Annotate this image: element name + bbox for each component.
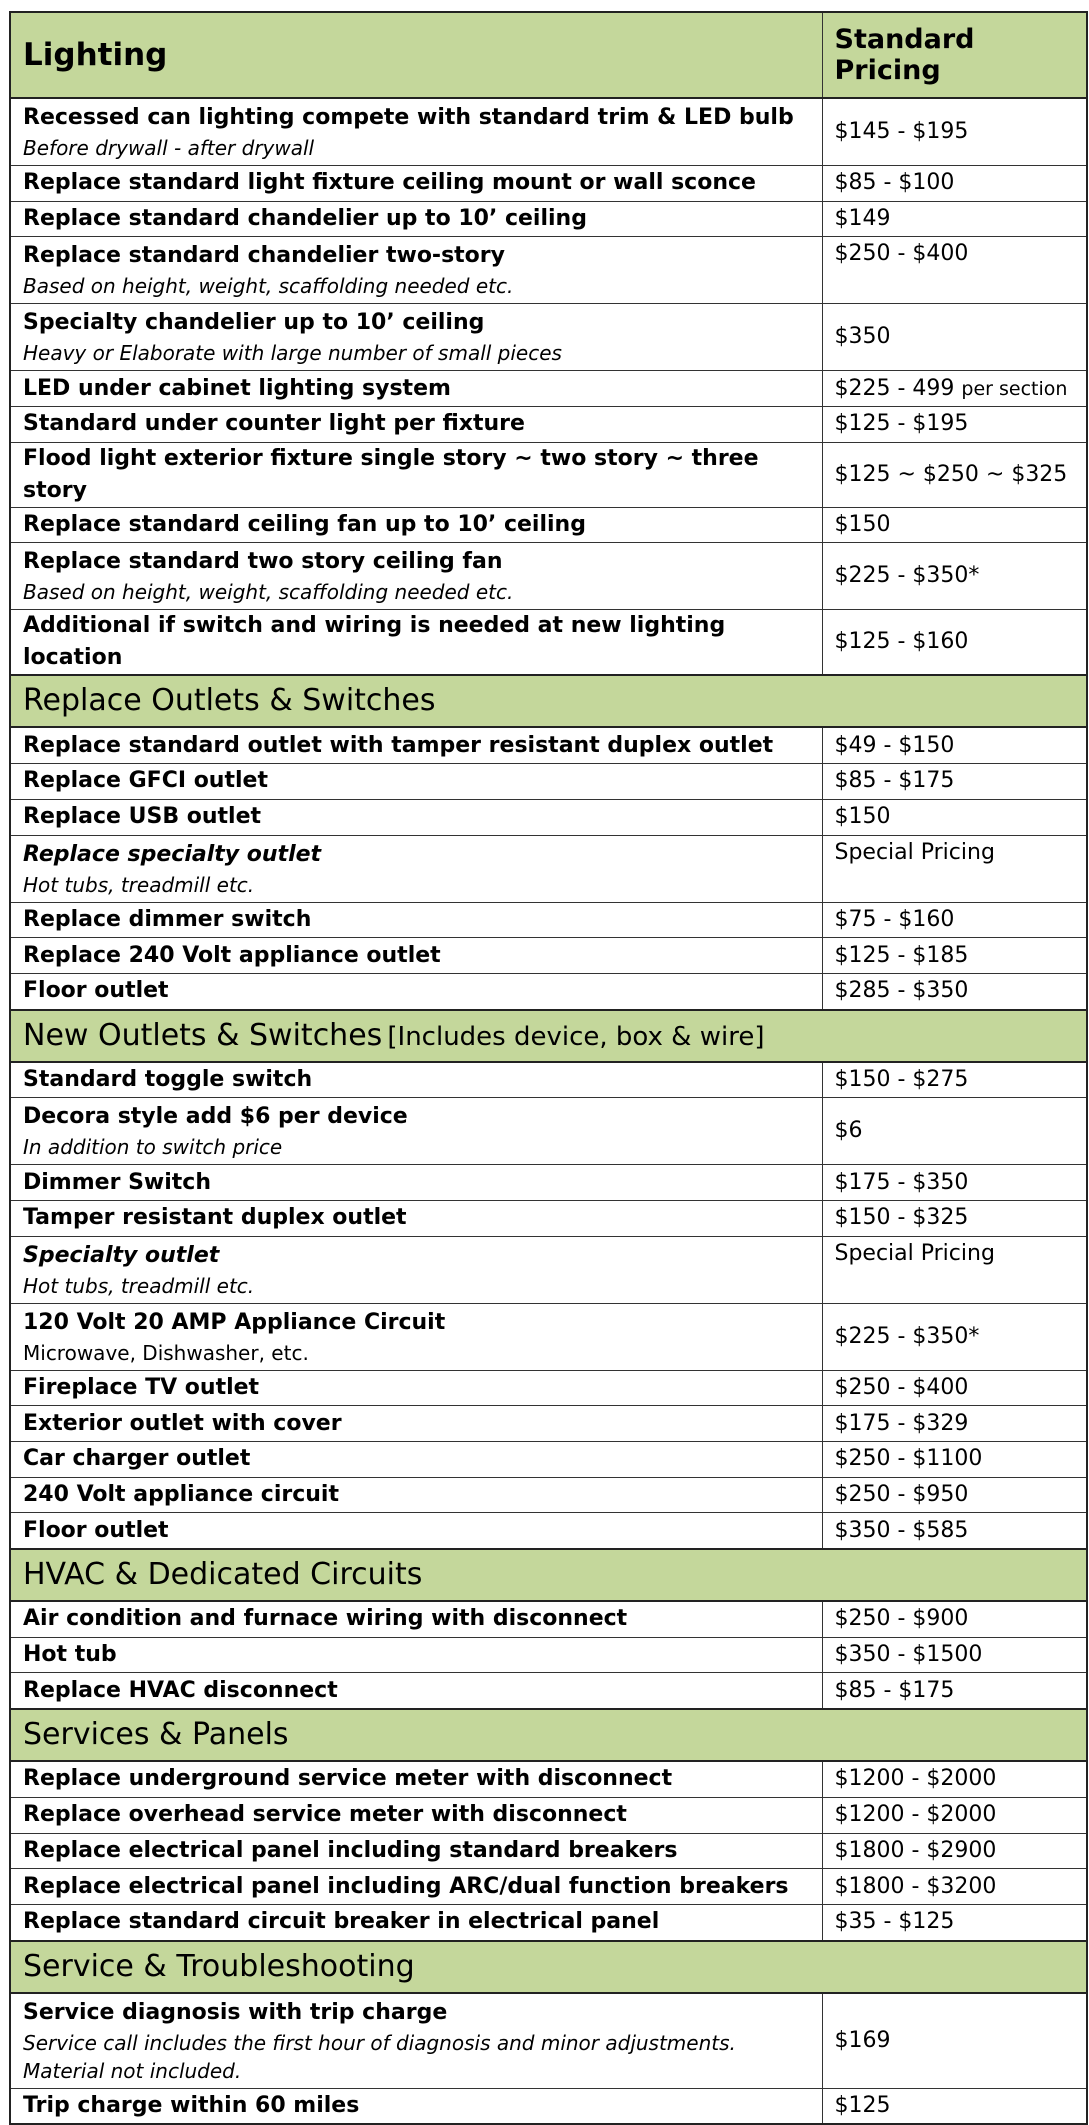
- section-title: [10, 12, 822, 98]
- service-note: Hot tubs, treadmill etc.: [23, 872, 255, 897]
- price-row: [10, 764, 1087, 800]
- service-note: Before drywall - after drywall: [23, 136, 315, 160]
- price-cell: [822, 1442, 1087, 1478]
- price-unit: per section: [961, 377, 1068, 400]
- price-cell: [822, 1833, 1087, 1869]
- price-value: $350 - $1500: [834, 1642, 983, 1668]
- table-header-row: [10, 12, 1087, 98]
- section-header-row: [10, 1010, 1087, 1062]
- price-column-header: [822, 12, 1087, 98]
- service-name: Replace GFCI outlet: [23, 768, 268, 794]
- price-cell: [822, 764, 1087, 800]
- price-cell: [822, 1236, 1087, 1303]
- service-name: Decora style add $6 per device: [23, 1104, 408, 1130]
- service-cell: [10, 1761, 822, 1797]
- pricing-table: [9, 11, 1088, 2125]
- service-name: Replace dimmer switch: [23, 906, 312, 932]
- pricing-table-body: [10, 12, 1087, 2124]
- service-cell: [10, 407, 822, 443]
- price-value: Special Pricing: [834, 1240, 995, 1266]
- price-value: $35 - $125: [834, 1909, 955, 1935]
- price-row: [10, 1673, 1087, 1709]
- price-value: $350 - $585: [834, 1517, 969, 1543]
- service-name: 240 Volt appliance circuit: [23, 1482, 339, 1508]
- price-cell: [822, 973, 1087, 1009]
- service-name: Trip charge within 60 miles: [23, 2092, 360, 2118]
- price-value: $125: [834, 2092, 891, 2118]
- price-cell: [822, 1673, 1087, 1709]
- price-cell: [822, 1637, 1087, 1673]
- service-name: Standard under counter light per fixture: [23, 411, 525, 437]
- price-value: $250 - $950: [834, 1482, 969, 1508]
- service-note: Service call includes the first hour of diagnosis and minor adjustments. Material not included.: [23, 2030, 736, 2083]
- service-name: Replace standard chandelier up to 10’ ceiling: [23, 206, 587, 232]
- service-name: Replace standard ceiling fan up to 10’ ceiling: [23, 512, 586, 538]
- price-row: [10, 938, 1087, 974]
- price-value: $125 ~ $250 ~ $325: [834, 461, 1068, 487]
- pricing-sheet: [9, 11, 1086, 2125]
- service-cell: [10, 1673, 822, 1709]
- service-name: Floor outlet: [23, 978, 169, 1004]
- price-row: [10, 371, 1087, 407]
- price-row: [10, 727, 1087, 763]
- price-value: $350: [834, 324, 891, 350]
- price-value: $6: [834, 1118, 863, 1144]
- price-row: [10, 98, 1087, 166]
- price-cell: [822, 1869, 1087, 1905]
- service-cell: [10, 1236, 822, 1303]
- service-name: Replace electrical panel including standard breakers: [23, 1837, 678, 1863]
- service-name: Car charger outlet: [23, 1446, 251, 1472]
- service-cell: [10, 1797, 822, 1833]
- service-name: 120 Volt 20 AMP Appliance Circuit: [23, 1309, 446, 1335]
- service-cell: [10, 371, 822, 407]
- service-cell: [10, 1062, 822, 1098]
- price-cell: [822, 1165, 1087, 1201]
- price-row: [10, 610, 1087, 676]
- price-row: [10, 1477, 1087, 1513]
- service-name: Dimmer Switch: [23, 1169, 212, 1195]
- price-value: $175 - $350: [834, 1169, 969, 1195]
- price-value: $285 - $350: [834, 978, 969, 1004]
- section-title: New Outlets & Switches: [23, 1017, 383, 1053]
- service-cell: [10, 938, 822, 974]
- price-row: [10, 1761, 1087, 1797]
- price-cell: [822, 902, 1087, 938]
- price-row: [10, 543, 1087, 610]
- price-value: $1200 - $2000: [834, 1766, 997, 1792]
- service-name: Flood light exterior fixture single story ~ two story ~ three story: [23, 445, 759, 503]
- service-cell: [10, 727, 822, 763]
- service-cell: [10, 304, 822, 371]
- service-cell: [10, 1637, 822, 1673]
- price-value: $125 - $195: [834, 411, 969, 437]
- section-subtitle: [Includes device, box & wire]: [387, 1021, 765, 1052]
- service-cell: [10, 1165, 822, 1201]
- price-cell: [822, 1513, 1087, 1549]
- service-cell: [10, 1442, 822, 1478]
- service-name: Recessed can lighting compete with standard trim & LED bulb: [23, 105, 794, 130]
- service-note: Based on height, weight, scaffolding needed etc.: [23, 580, 514, 605]
- service-name: Replace HVAC disconnect: [23, 1677, 338, 1703]
- service-cell: [10, 1601, 822, 1637]
- price-row: [10, 1442, 1087, 1478]
- service-name: Standard toggle switch: [23, 1066, 313, 1092]
- price-row: [10, 237, 1087, 304]
- service-name: Replace standard two story ceiling fan: [23, 549, 503, 575]
- section-title: Services & Panels: [23, 1717, 289, 1753]
- service-cell: [10, 1833, 822, 1869]
- price-row: [10, 2088, 1087, 2124]
- service-note: Microwave, Dishwasher, etc.: [23, 1340, 309, 1365]
- price-value: $145 - $195: [834, 119, 969, 144]
- section-header-cell: [10, 1549, 1087, 1601]
- price-row: [10, 407, 1087, 443]
- price-value: $150 - $275: [834, 1066, 969, 1092]
- price-value: $250 - $400: [834, 1374, 969, 1400]
- price-value: $150 - $325: [834, 1205, 969, 1231]
- price-row: [10, 1904, 1087, 1940]
- price-value: $85 - $175: [834, 768, 955, 794]
- service-name: Tamper resistant duplex outlet: [23, 1205, 407, 1231]
- service-name: Replace standard circuit breaker in electrical panel: [23, 1909, 660, 1935]
- service-cell: [10, 610, 822, 676]
- price-cell: [822, 1406, 1087, 1442]
- service-name: Specialty chandelier up to 10’ ceiling: [23, 310, 485, 336]
- section-header-row: [10, 1709, 1087, 1761]
- price-row: [10, 1993, 1087, 2089]
- service-name: Replace underground service meter with disconnect: [23, 1766, 673, 1792]
- service-cell: [10, 201, 822, 237]
- price-cell: [822, 2088, 1087, 2124]
- service-cell: [10, 1303, 822, 1370]
- service-cell: [10, 902, 822, 938]
- service-cell: [10, 1869, 822, 1905]
- standard-pricing-heading: Standard Pricing: [834, 24, 975, 86]
- price-cell: [822, 98, 1087, 166]
- price-value: $250 - $900: [834, 1606, 969, 1632]
- service-name: Replace electrical panel including ARC/dual function breakers: [23, 1873, 789, 1899]
- price-value: $150: [834, 512, 891, 538]
- service-cell: [10, 543, 822, 610]
- section-header-cell: [10, 1709, 1087, 1761]
- price-cell: [822, 1904, 1087, 1940]
- price-cell: [822, 442, 1087, 507]
- price-row: [10, 1062, 1087, 1098]
- section-title: Service & Troubleshooting: [23, 1948, 415, 1984]
- price-row: [10, 1370, 1087, 1406]
- price-row: [10, 973, 1087, 1009]
- price-value: $169: [834, 2027, 891, 2053]
- price-cell: [822, 1098, 1087, 1165]
- price-cell: [822, 407, 1087, 443]
- service-cell: [10, 1370, 822, 1406]
- service-cell: [10, 2088, 822, 2124]
- price-cell: [822, 507, 1087, 543]
- service-cell: [10, 237, 822, 304]
- service-note: In addition to switch price: [23, 1135, 283, 1160]
- price-cell: [822, 201, 1087, 237]
- price-cell: [822, 1062, 1087, 1098]
- price-value: $125 - $160: [834, 629, 969, 655]
- price-row: [10, 442, 1087, 507]
- price-value: $225 - $350*: [834, 1323, 980, 1349]
- service-name: Additional if switch and wiring is needed at new lighting location: [23, 613, 726, 671]
- service-cell: [10, 764, 822, 800]
- price-cell: [822, 1761, 1087, 1797]
- service-cell: [10, 1904, 822, 1940]
- price-row: [10, 1303, 1087, 1370]
- price-cell: [822, 1993, 1087, 2089]
- price-value: $149: [834, 206, 891, 232]
- price-cell: [822, 1303, 1087, 1370]
- service-name: Replace standard light fixture ceiling mount or wall sconce: [23, 170, 756, 196]
- price-cell: [822, 1797, 1087, 1833]
- price-value: $1800 - $3200: [834, 1873, 997, 1899]
- section-title: HVAC & Dedicated Circuits: [23, 1557, 423, 1593]
- section-header-row: [10, 1941, 1087, 1993]
- price-cell: [822, 543, 1087, 610]
- price-cell: [822, 835, 1087, 902]
- price-row: [10, 1601, 1087, 1637]
- lighting-heading: Lighting: [23, 37, 168, 73]
- service-note: Based on height, weight, scaffolding needed etc.: [23, 274, 514, 299]
- price-row: [10, 201, 1087, 237]
- service-cell: [10, 835, 822, 902]
- price-value: $250 - $400: [834, 241, 969, 267]
- price-cell: [822, 799, 1087, 835]
- section-header-cell: [10, 1941, 1087, 1993]
- price-cell: [822, 938, 1087, 974]
- service-cell: [10, 973, 822, 1009]
- price-value: $175 - $329: [834, 1410, 969, 1436]
- price-value: $1200 - $2000: [834, 1802, 997, 1828]
- price-value: $49 - $150: [834, 732, 955, 758]
- price-value: $125 - $185: [834, 942, 969, 968]
- price-row: [10, 1200, 1087, 1236]
- section-header-row: [10, 1549, 1087, 1601]
- service-cell: [10, 442, 822, 507]
- service-name: Replace specialty outlet: [23, 841, 322, 867]
- service-cell: [10, 1477, 822, 1513]
- service-cell: [10, 166, 822, 202]
- price-value: $225 - $350*: [834, 563, 980, 589]
- service-note: Hot tubs, treadmill etc.: [23, 1273, 255, 1298]
- service-name: Specialty outlet: [23, 1242, 220, 1268]
- price-value: $250 - $1100: [834, 1446, 983, 1472]
- price-row: [10, 835, 1087, 902]
- price-value: $85 - $100: [834, 170, 955, 196]
- price-row: [10, 1833, 1087, 1869]
- price-value: $150: [834, 804, 891, 830]
- service-name: Replace USB outlet: [23, 804, 262, 830]
- service-name: Fireplace TV outlet: [23, 1374, 260, 1400]
- service-name: Service diagnosis with trip charge: [23, 1999, 448, 2025]
- price-row: [10, 166, 1087, 202]
- price-value: Special Pricing: [834, 839, 995, 865]
- service-name: Air condition and furnace wiring with disconnect: [23, 1606, 628, 1632]
- section-header-cell: [10, 1010, 1087, 1062]
- price-value: $1800 - $2900: [834, 1837, 997, 1863]
- section-header-cell: [10, 675, 1087, 727]
- price-cell: [822, 610, 1087, 676]
- price-cell: [822, 1200, 1087, 1236]
- section-header-row: [10, 675, 1087, 727]
- service-name: Replace overhead service meter with disconnect: [23, 1802, 627, 1828]
- price-cell: [822, 304, 1087, 371]
- price-value: $85 - $175: [834, 1677, 955, 1703]
- service-name: Replace standard outlet with tamper resistant duplex outlet: [23, 732, 774, 758]
- price-cell: [822, 371, 1087, 407]
- price-row: [10, 1165, 1087, 1201]
- price-value: $75 - $160: [834, 906, 955, 932]
- price-cell: [822, 166, 1087, 202]
- service-cell: [10, 1406, 822, 1442]
- service-name: Replace 240 Volt appliance outlet: [23, 942, 441, 968]
- section-title: Replace Outlets & Switches: [23, 683, 436, 719]
- service-note: Heavy or Elaborate with large number of small pieces: [23, 341, 562, 366]
- price-row: [10, 1797, 1087, 1833]
- price-row: [10, 1637, 1087, 1673]
- service-cell: [10, 98, 822, 166]
- price-cell: [822, 1601, 1087, 1637]
- price-cell: [822, 727, 1087, 763]
- price-row: [10, 1513, 1087, 1549]
- service-cell: [10, 1098, 822, 1165]
- price-cell: [822, 237, 1087, 304]
- service-name: LED under cabinet lighting system: [23, 375, 451, 401]
- price-row: [10, 1869, 1087, 1905]
- price-cell: [822, 1477, 1087, 1513]
- price-row: [10, 1406, 1087, 1442]
- service-cell: [10, 1513, 822, 1549]
- price-row: [10, 902, 1087, 938]
- service-name: Replace standard chandelier two-story: [23, 243, 505, 269]
- price-row: [10, 304, 1087, 371]
- service-name: Exterior outlet with cover: [23, 1410, 342, 1436]
- service-cell: [10, 1993, 822, 2089]
- service-cell: [10, 1200, 822, 1236]
- price-row: [10, 507, 1087, 543]
- price-cell: [822, 1370, 1087, 1406]
- service-name: Hot tub: [23, 1642, 117, 1668]
- price-row: [10, 1236, 1087, 1303]
- price-value: $225 - 499: [834, 375, 955, 401]
- price-row: [10, 799, 1087, 835]
- price-row: [10, 1098, 1087, 1165]
- service-cell: [10, 799, 822, 835]
- service-cell: [10, 507, 822, 543]
- service-name: Floor outlet: [23, 1517, 169, 1543]
